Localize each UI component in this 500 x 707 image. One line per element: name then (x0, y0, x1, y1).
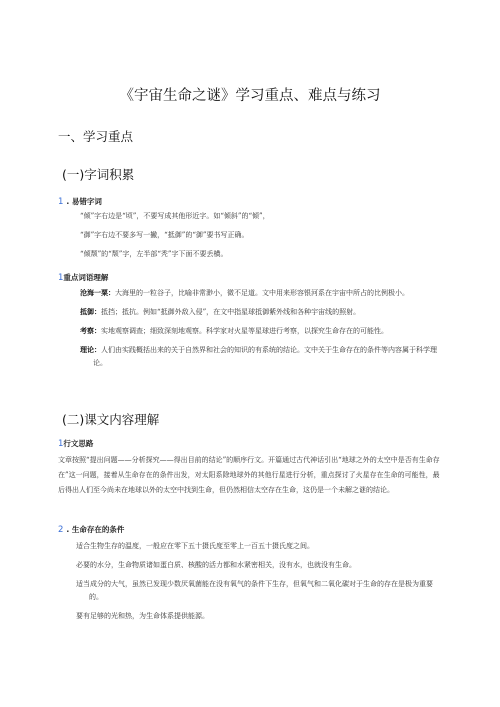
item-heading-structure (58, 438, 93, 449)
structure-paragraph: 文章按照“提出问题——分析探究——得出目前的结论”的顺序行文。开篇通过古代神话引出“地球之外的太空中是否有生命存在”这一问题，接着从生命存在的条件出发，对太阳系除地球外的其他行星进行分析，重点探讨了火星存在生命的可能性，最后得出人们至今尚未在地球以外的太空中找到生命，但仍然相信太空存在生命，这仍是一个未解之谜的结论。 (58, 456, 440, 494)
typo-line: “倾”字右边是“顷”，不要写成其他形近字。如“倾斜”的“倾”， (80, 212, 270, 220)
term-definition: 大海里的一粒谷子，比喻非常渺小，微不足道。文中用来形容银河系在宇宙中所占的比例极小。 (115, 289, 409, 297)
item-heading-conditions (58, 524, 124, 535)
subsection-heading-content: (二)课文内容理解 (62, 412, 160, 427)
term-entry (80, 287, 442, 300)
term-entry (80, 325, 442, 338)
typo-line: “倾颓”的“颓”字，左半部“秃”字下面不要丢横。 (80, 250, 228, 258)
item-number: 1 (58, 273, 64, 283)
item-heading-key-words (58, 272, 108, 283)
term-label: 沧海一粟： (80, 289, 115, 297)
typo-paragraph (80, 210, 440, 261)
term-label: 理论： (80, 346, 101, 354)
condition-line: 要有足够的光和热，为生命体系提供能源。 (76, 612, 209, 620)
term-entry (80, 306, 442, 319)
item-heading-text: 行文思路 (63, 439, 94, 448)
subsection-heading-vocabulary: (一)字词积累 (62, 167, 135, 182)
terms-list (80, 287, 442, 370)
item-heading-text: 重点词语理解 (63, 273, 109, 282)
item-number: 1 (58, 197, 64, 207)
conditions-list (76, 540, 442, 623)
item-heading-typos (58, 196, 102, 207)
item-number: 1 (58, 439, 64, 449)
typo-line: “御”字右边不要多写一撇，“抵御”的“御”要书写正确。 (80, 231, 249, 239)
term-definition: 抵挡；抵抗。例如“抵御外敌入侵”，在文中指星球抵御紫外线和各种宇宙线的照射。 (101, 308, 361, 316)
item-heading-text: . 易错字词 (66, 197, 102, 206)
term-definition: 人们由实践概括出来的关于自然界和社会的知识的有系统的结论。文中关于生命存在的条件等内容属于科学理论。 (93, 346, 437, 367)
term-label: 抵御： (80, 308, 101, 316)
term-definition: 实地观察调查；细致深刻地观察。科学家对火星等星球进行考察，以探究生命存在的可能性。 (101, 327, 388, 335)
term-entry (80, 344, 442, 370)
term-label: 考察： (80, 327, 101, 335)
condition-line: 适当成分的大气，虽然已发现少数厌氧菌能在没有氧气的条件下生存，但氧气和二氧化碳对于生命的存在是极为重要的。 (76, 580, 433, 601)
condition-line: 必要的水分，生命物质诸如蛋白质、核酸的活力都和水紧密相关，没有水，也就没有生命。 (76, 561, 356, 569)
item-number: 2 (58, 525, 64, 535)
condition-line: 适合生物生存的温度，一般应在零下五十摄氏度至零上一百五十摄氏度之间。 (76, 542, 314, 550)
item-heading-text: . 生命存在的条件 (66, 525, 125, 534)
document-title: 《宇宙生命之谜》学习重点、难点与练习 (119, 88, 381, 104)
section-heading-key-points: 一、学习重点 (58, 129, 134, 144)
